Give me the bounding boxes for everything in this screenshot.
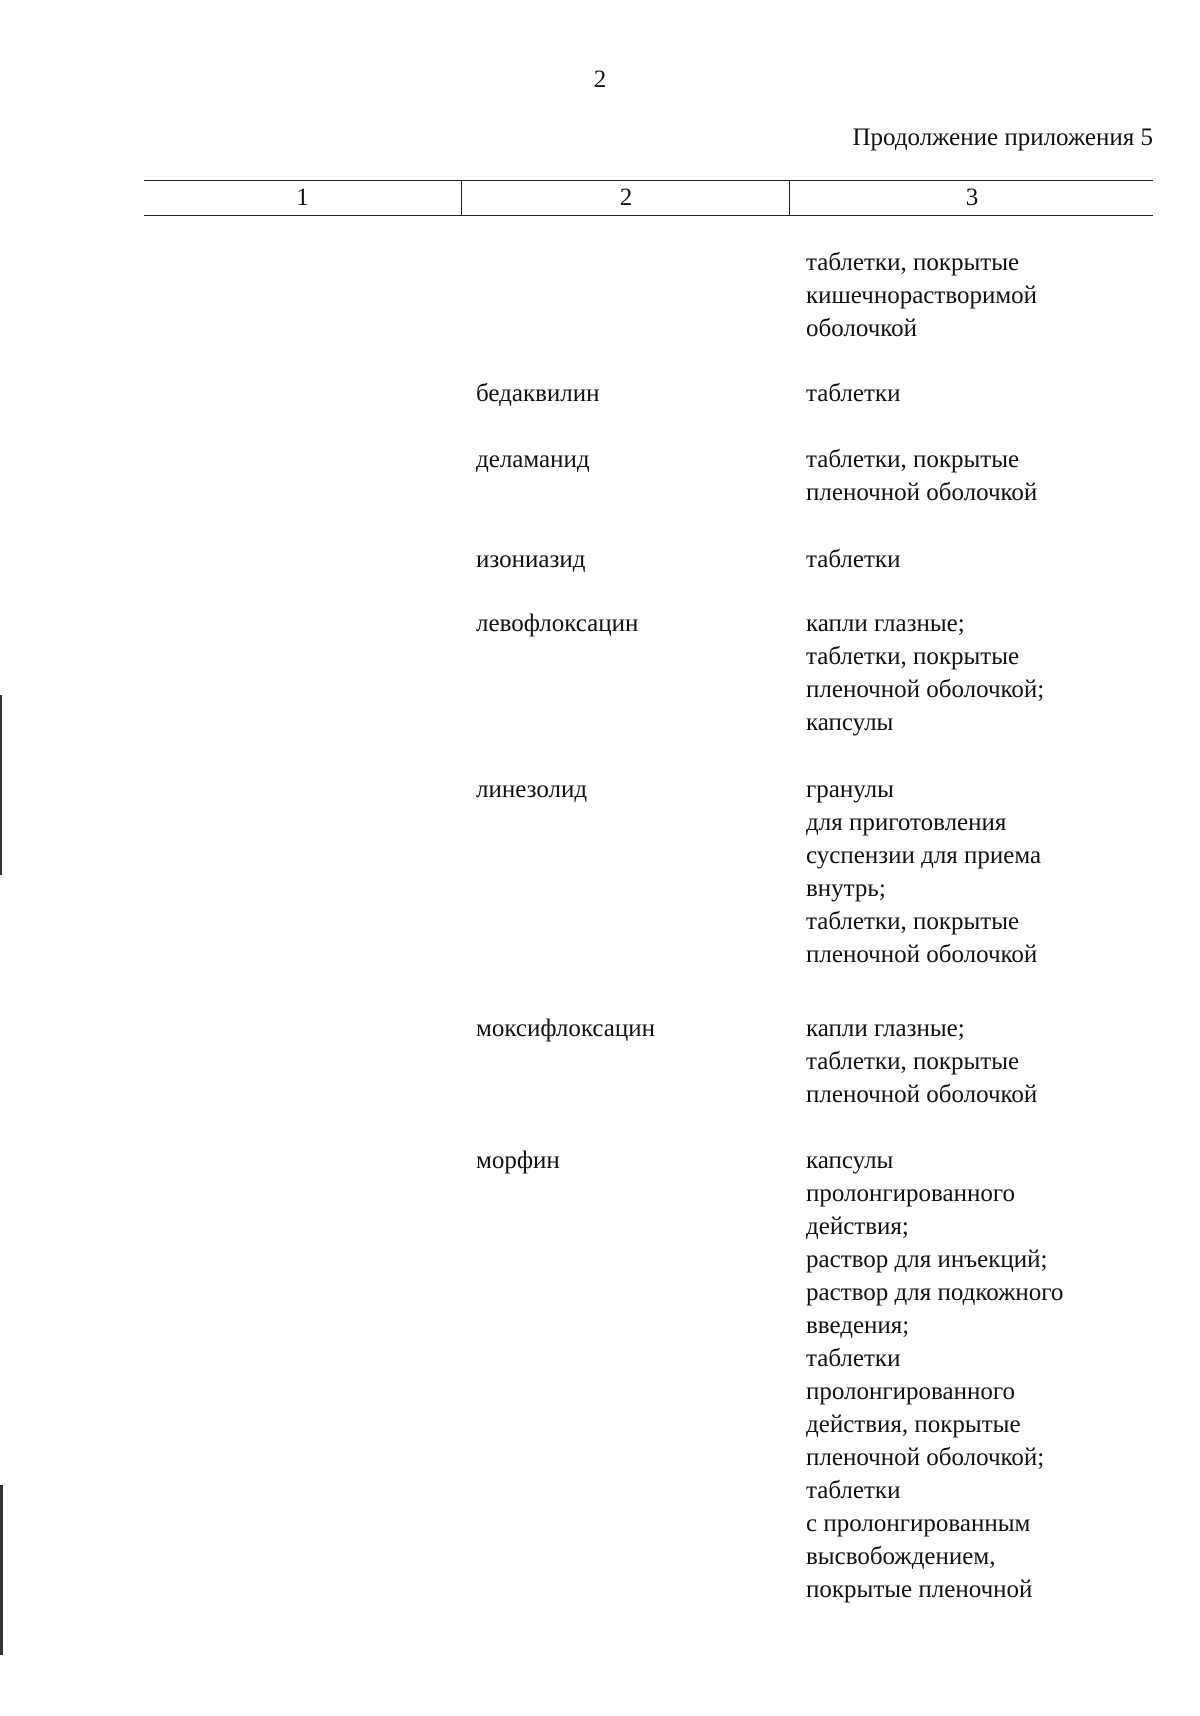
dosage-form-line: действия, покрытые — [806, 1411, 1021, 1438]
dosage-form-line: кишечнорастворимой — [806, 282, 1038, 309]
scan-edge-line — [0, 1485, 3, 1655]
dosage-forms — [806, 246, 1037, 345]
dosage-form-line: пленочной оболочкой; — [806, 676, 1045, 703]
dosage-forms — [806, 443, 1037, 509]
dosage-forms — [806, 607, 1044, 739]
dosage-form-line: оболочкой — [806, 315, 918, 342]
dosage-form-line: таблетки — [806, 546, 901, 573]
dosage-form-line: пленочной оболочкой; — [806, 1444, 1045, 1471]
dosage-form-line: действия; — [806, 1213, 909, 1240]
drug-name: деламанид — [476, 446, 590, 473]
dosage-form-line: капсулы — [806, 1147, 894, 1174]
drug-name: морфин — [476, 1147, 560, 1174]
continuation-label: Продолжение приложения 5 — [852, 124, 1153, 151]
dosage-form-line: раствор для подкожного — [806, 1279, 1064, 1306]
dosage-forms — [806, 1144, 1063, 1606]
dosage-form-line: таблетки, покрытые — [806, 249, 1020, 276]
dosage-form-line: таблетки, покрытые — [806, 908, 1020, 935]
dosage-form-line: пленочной оболочкой — [806, 479, 1038, 506]
dosage-form-line: пролонгированного — [806, 1180, 1015, 1207]
dosage-form-line: раствор для инъекций; — [806, 1246, 1048, 1273]
column-header-1: 1 — [296, 184, 309, 211]
dosage-form-line: капсулы — [806, 709, 894, 736]
column-header-3: 3 — [789, 181, 1154, 215]
drug-name: моксифлоксацин — [476, 1015, 656, 1042]
dosage-form-line: внутрь; — [806, 875, 886, 902]
dosage-form-line: для приготовления — [806, 809, 1007, 836]
page-number: 2 — [593, 66, 607, 93]
dosage-forms — [806, 377, 900, 410]
dosage-form-line: таблетки — [806, 380, 901, 407]
column-header-2: 2 — [461, 181, 790, 215]
dosage-form-line: таблетки, покрытые — [806, 1048, 1020, 1075]
drug-name: линезолид — [476, 776, 588, 803]
dosage-form-line: пролонгированного — [806, 1378, 1015, 1405]
dosage-form-line: с пролонгированным — [806, 1510, 1031, 1537]
dosage-forms — [806, 543, 900, 576]
dosage-form-line: высвобождением, — [806, 1543, 996, 1570]
dosage-form-line: капли глазные; — [806, 610, 965, 637]
dosage-form-line: гранулы — [806, 776, 894, 803]
dosage-form-line: суспензии для приема — [806, 842, 1042, 869]
dosage-form-line: капли глазные; — [806, 1015, 965, 1042]
table-header — [144, 180, 1153, 216]
scan-edge-line — [0, 695, 2, 875]
dosage-forms — [806, 1012, 1037, 1111]
dosage-form-line: таблетки, покрытые — [806, 643, 1020, 670]
dosage-form-line: пленочной оболочкой — [806, 1081, 1038, 1108]
drug-name: изониазид — [476, 546, 586, 573]
drug-name: бедаквилин — [476, 380, 600, 407]
dosage-form-line: таблетки, покрытые — [806, 446, 1020, 473]
dosage-form-line: покрытые пленочной — [806, 1576, 1033, 1603]
dosage-form-line: таблетки — [806, 1345, 901, 1372]
dosage-form-line: введения; — [806, 1312, 910, 1339]
drug-name: левофлоксацин — [476, 610, 639, 637]
dosage-forms — [806, 773, 1041, 971]
dosage-form-line: пленочной оболочкой — [806, 941, 1038, 968]
dosage-form-line: таблетки — [806, 1477, 901, 1504]
